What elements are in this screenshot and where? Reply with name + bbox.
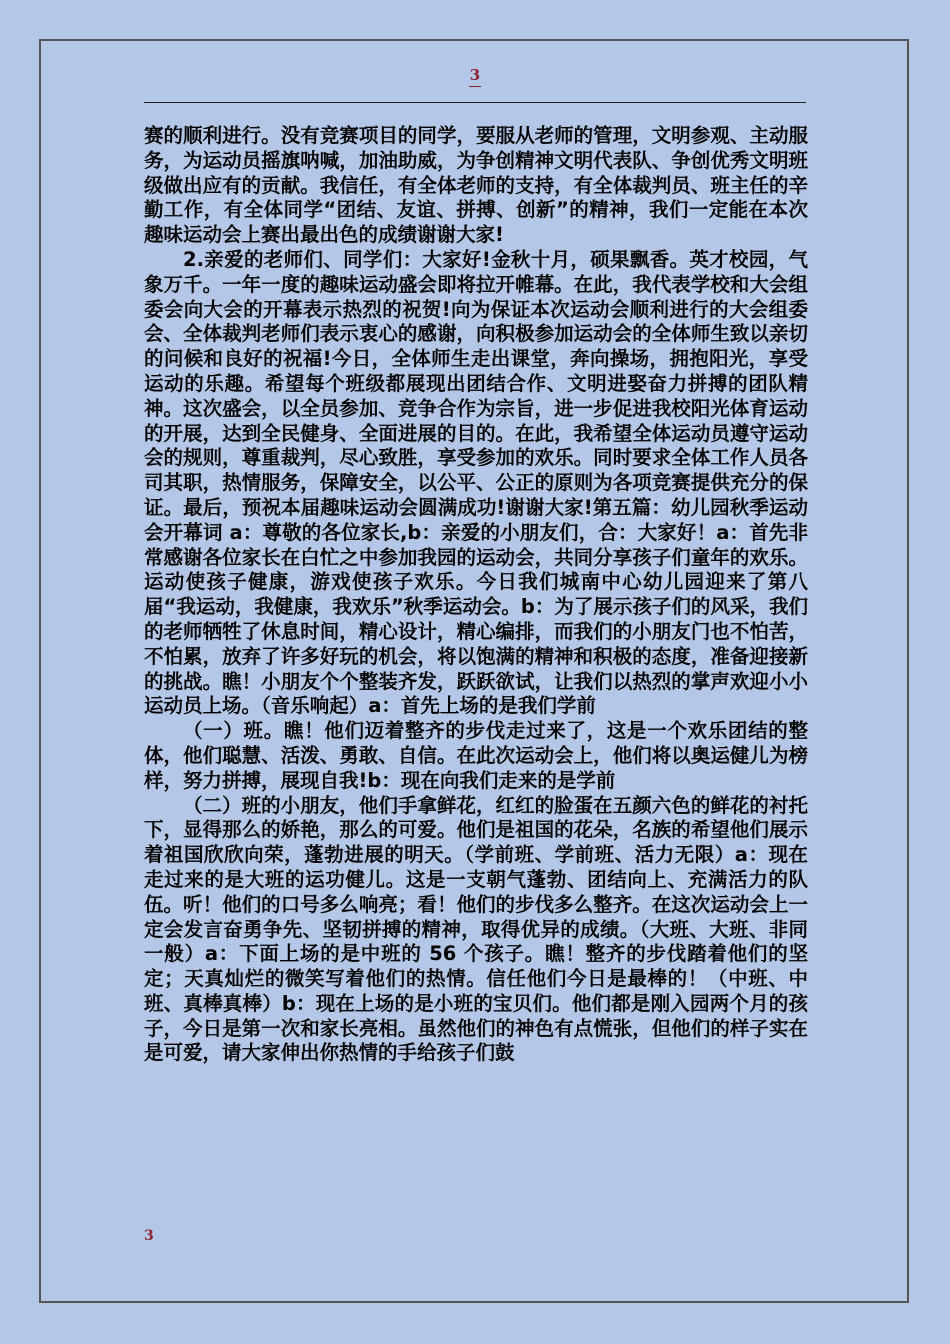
paragraph-speech-2: 2.亲爱的老师们、同学们：大家好!金秋十月，硕果飘香。英才校园，气象万千。一年一度的趣味运动盛会即将拉开帷幕。在此，我代表学校和大会组委会向大会的开幕表示热烈的祝贺!向为保证本次运动会顺利进行的大会组委会、全体裁判老师们表示衷心的感谢，向积极参加运动会的全体师生致以亲切的问候和良好的祝福!今日，全体师生走出课堂，奔向操场，拥抱阳光，享受运动的乐趣。希望每个班级都展现出团结合作、文明进娶奋力拼搏的团队精神。这次盛会，以全员参加、竞争合作为宗旨，进一步促进我校阳光体育运动的开展，达到全民健身、全面进展的目的。在此，我希望全体运动员遵守运动会的规则，尊重裁判，尽心致胜，享受参加的欢乐。同时要求全体工作人员各司其职，热情服务，保障安全，以公平、公正的原则为各项竞赛提供充分的保证。最后，预祝本届趣味运动会圆满成功!谢谢大家!第五篇：幼儿园秋季运动会开幕词 a：尊敬的各位家长,b：亲爱的小朋友们，合：大家好！a：首先非常感谢各位家长在白忙之中参加我园的运动会，共同分享孩子们童年的欢乐。运动使孩子健康，游戏使孩子欢乐。今日我们城南中心幼儿园迎来了第八届“我运动，我健康，我欢乐”秋季运动会。b：为了展示孩子们的风采，我们的老师牺牲了休息时间，精心设计，精心编排，而我们的小朋友门也不怕苦，不怕累，放弃了许多好玩的机会，将以饱满的精神和积极的态度，准备迎接新的挑战。瞧！小朋友个个整装齐发，跃跃欲试，让我们以热烈的掌声欢迎小小运动员上场。（音乐响起）a：首先上场的是我们学前 <box>144 247 808 718</box>
paragraph-class-1: （一）班。瞧！他们迈着整齐的步伐走过来了，这是一个欢乐团结的整体，他们聪慧、活泼、勇敢、自信。在此次运动会上，他们将以奥运健儿为榜样，努力拼搏，展现自我!b：现在向我们走来的是学前 <box>144 719 808 792</box>
paragraph-continuation: 赛的顺利进行。没有竞赛项目的同学，要服从老师的管理，文明参观、主动服务，为运动员摇旗呐喊，加油助威，为争创精神文明代表队、争创优秀文明班级做出应有的贡献。我信任，有全体老师的支持，有全体裁判员、班主任的辛勤工作，有全体同学“团结、友谊、拼搏、创新”的精神，我们一定能在本次趣味运动会上赛出最出色的成绩谢谢大家! <box>144 124 808 247</box>
paragraph-class-2: （二）班的小朋友，他们手拿鲜花，红红的脸蛋在五颜六色的鲜花的衬托下，显得那么的娇艳，那么的可爱。他们是祖国的花朵，名族的希望他们展示着祖国欣欣向荣，蓬勃进展的明天。（学前班、学前班、活力无限）a：现在走过来的是大班的运功健儿。这是一支朝气蓬勃、团结向上、充满活力的队伍。听！他们的口号多么响亮；看！他们的步伐多么整齐。在这次运动会上一定会发言奋勇争先、坚韧拼搏的精神，取得优异的成绩。（大班、大班、非同一般）a：下面上场的是中班的 56 个孩子。瞧！整齐的步伐踏着他们的坚定；天真灿烂的微笑写着他们的热情。信任他们今日是最棒的！（中班、中班、真棒真棒）b：现在上场的是小班的宝贝们。他们都是刚入园两个月的孩子，今日是第一次和家长亮相。虽然他们的神色有点慌张，但他们的样子实在是可爱，请大家伸出你热情的手给孩子们鼓 <box>144 793 808 1065</box>
header-page-number: 3 <box>469 66 481 84</box>
footer-page-number: 3 <box>144 1228 154 1244</box>
document-body <box>144 124 808 1066</box>
header-page-number-underline <box>469 86 481 87</box>
header-divider <box>144 102 806 103</box>
